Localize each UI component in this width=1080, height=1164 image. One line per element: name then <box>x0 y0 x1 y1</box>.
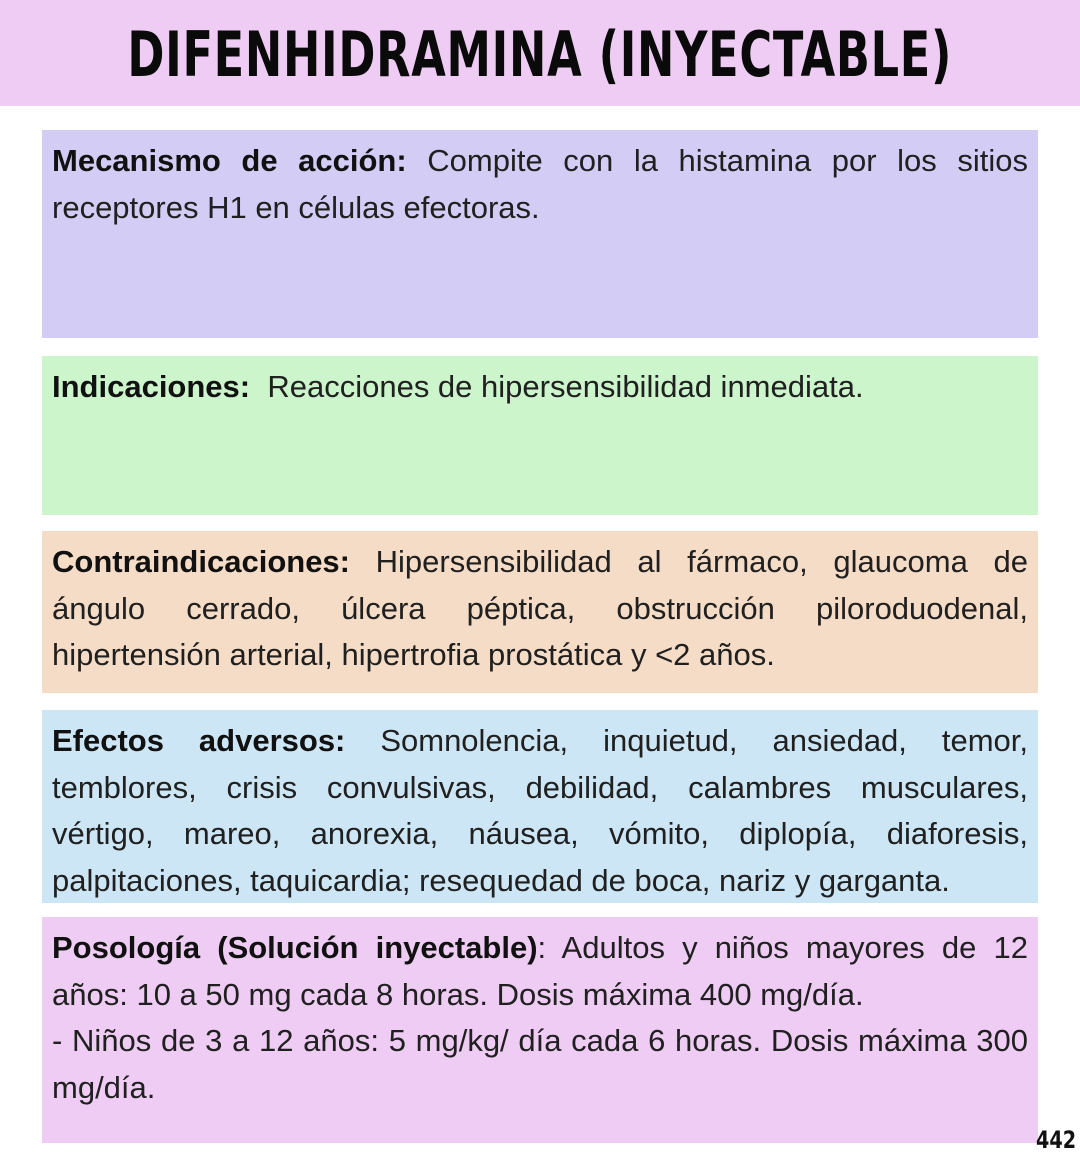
section-label: Posología (Solución inyectable) <box>52 930 538 965</box>
title-banner <box>0 0 1080 106</box>
section-text-2: - Niños de 3 a 12 años: 5 mg/kg/ día cada 6 horas. Dosis máxima 300 mg/día. <box>52 1023 1028 1105</box>
page-number: 442 <box>1035 1126 1076 1154</box>
section-label: Contraindicaciones: <box>52 544 350 579</box>
section-mecanismo-de-accion <box>42 130 1038 338</box>
page-title: DIFENHIDRAMINA (INYECTABLE) <box>127 18 953 91</box>
section-text: Hipersensibilidad al fármaco, glaucoma de ángulo cerrado, úlcera péptica, obstrucción piloroduodenal, hipertensión arterial, hipertrofia prostática y <2 años. <box>52 544 1028 672</box>
section-posologia <box>42 917 1038 1143</box>
section-indicaciones <box>42 356 1038 515</box>
posologia-ninos <box>52 1018 1028 1111</box>
section-text: Reacciones de hipersensibilidad inmediata. <box>250 369 864 404</box>
posologia-adultos <box>52 925 1028 1018</box>
section-text: : Adultos y niños mayores de 12 años: 10 a 50 mg cada 8 horas. Dosis máxima 400 mg/día. <box>52 930 1028 1012</box>
section-label: Efectos adversos: <box>52 723 346 758</box>
section-label: Indicaciones: <box>52 369 251 404</box>
section-text: Compite con la histamina por los sitios receptores H1 en células efectoras. <box>52 143 1028 225</box>
section-text: Somnolencia, inquietud, ansiedad, temor, temblores, crisis convulsivas, debilidad, calambres musculares, vértigo, mareo, anorexia, náusea, vómito, diplopía, diaforesis, palpitaciones, taquicardia; resequedad de boca, nariz y garganta. <box>52 723 1028 898</box>
section-contraindicaciones <box>42 531 1038 693</box>
section-efectos-adversos <box>42 710 1038 903</box>
section-label: Mecanismo de acción: <box>52 143 407 178</box>
